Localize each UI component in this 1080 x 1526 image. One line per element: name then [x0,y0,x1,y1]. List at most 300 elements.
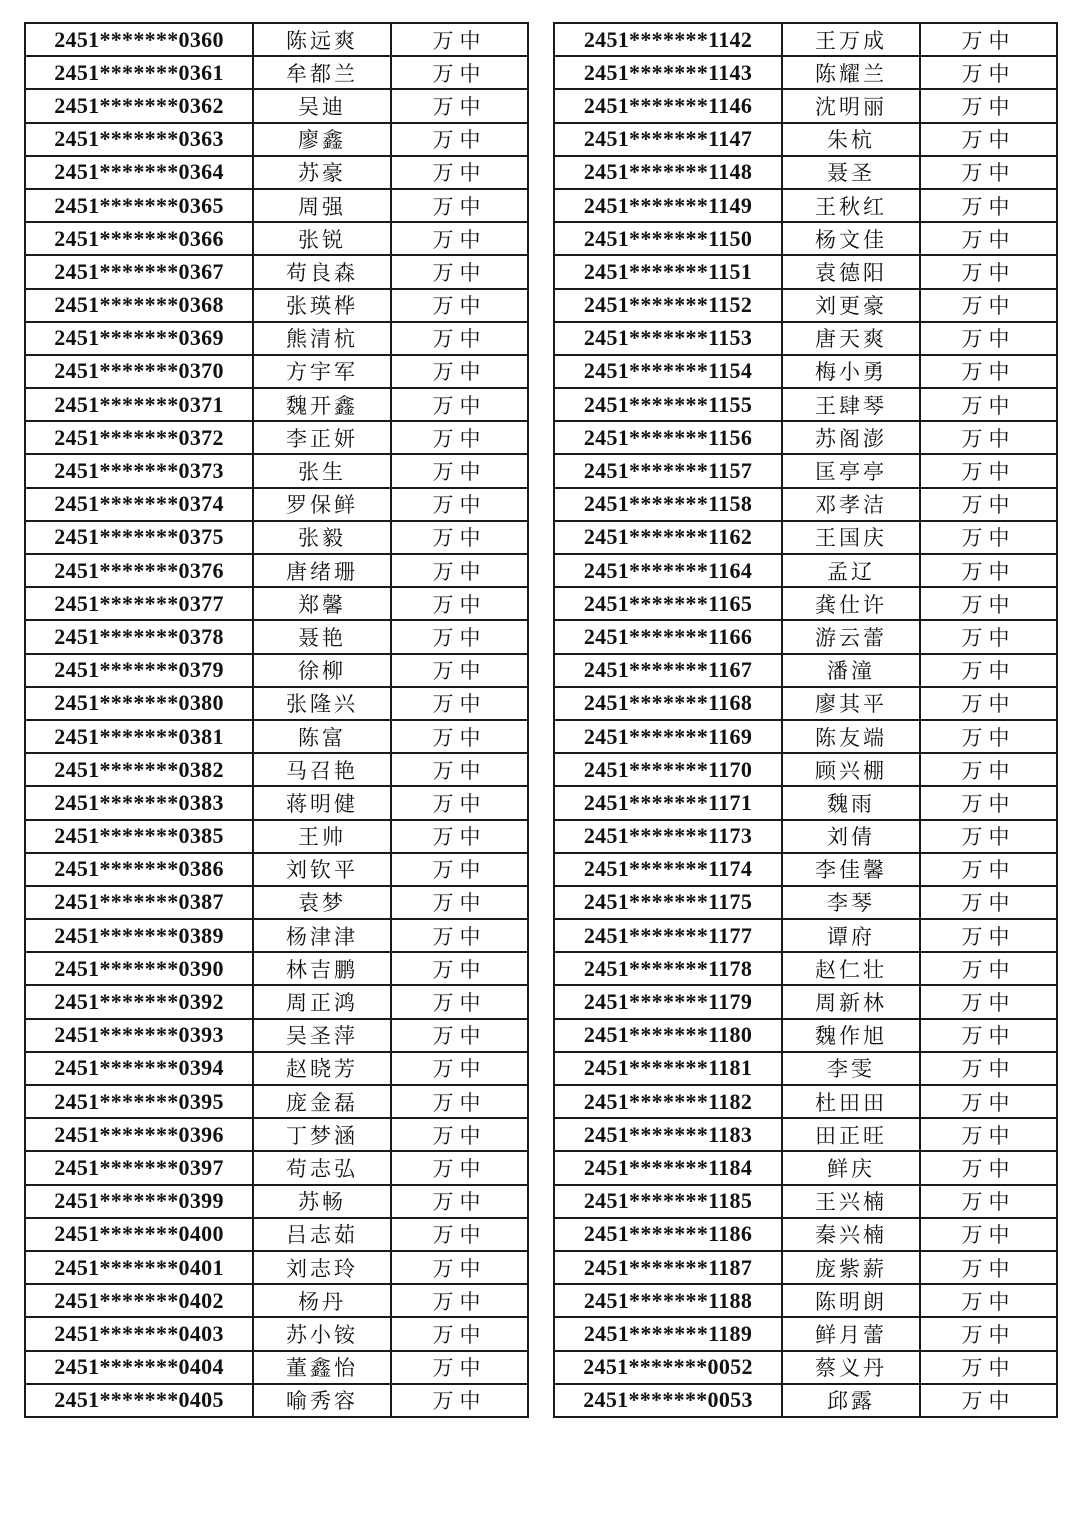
school-cell: 万中 [920,289,1057,322]
student-id-cell: 2451*******0394 [25,1052,253,1085]
student-id-cell: 2451*******0362 [25,89,253,122]
school-cell: 万中 [920,820,1057,853]
school-cell: 万中 [391,222,528,255]
school-cell: 万中 [920,222,1057,255]
table-row [25,1317,528,1350]
student-id-cell: 2451*******0368 [25,289,253,322]
table-row [25,56,528,89]
table-row [554,222,1057,255]
school-cell: 万中 [391,554,528,587]
student-name-cell: 唐绪珊 [253,554,391,587]
student-id-cell: 2451*******0381 [25,720,253,753]
student-id-cell: 2451*******1175 [554,886,782,919]
student-id-cell: 2451*******1178 [554,952,782,985]
school-cell: 万中 [391,753,528,786]
school-cell: 万中 [391,587,528,620]
school-cell: 万中 [391,720,528,753]
school-cell: 万中 [920,720,1057,753]
student-name-cell: 刘志玲 [253,1251,391,1284]
student-name-cell: 吴迪 [253,89,391,122]
table-row [554,322,1057,355]
school-cell: 万中 [920,1085,1057,1118]
student-name-cell: 廖鑫 [253,123,391,156]
student-id-cell: 2451*******1149 [554,189,782,222]
student-name-cell: 苏阁澎 [782,421,920,454]
student-name-cell: 董鑫怡 [253,1351,391,1384]
table-row [554,1351,1057,1384]
student-name-cell: 龚仕许 [782,587,920,620]
student-id-cell: 2451*******1188 [554,1284,782,1317]
student-id-cell: 2451*******0392 [25,985,253,1018]
student-id-cell: 2451*******1185 [554,1185,782,1218]
school-cell: 万中 [920,255,1057,288]
student-id-cell: 2451*******1182 [554,1085,782,1118]
school-cell: 万中 [920,1251,1057,1284]
table-row [25,1085,528,1118]
table-row [554,554,1057,587]
student-id-cell: 2451*******1187 [554,1251,782,1284]
student-id-cell: 2451*******0395 [25,1085,253,1118]
school-cell: 万中 [920,56,1057,89]
table-row [25,421,528,454]
student-id-cell: 2451*******1189 [554,1317,782,1350]
student-id-cell: 2451*******1165 [554,587,782,620]
school-cell: 万中 [920,454,1057,487]
student-name-cell: 吕志茹 [253,1218,391,1251]
student-id-cell: 2451*******0387 [25,886,253,919]
table-row [25,952,528,985]
student-id-cell: 2451*******0378 [25,620,253,653]
school-cell: 万中 [391,388,528,421]
student-name-cell: 苏豪 [253,156,391,189]
student-name-cell: 王秋红 [782,189,920,222]
school-cell: 万中 [391,23,528,56]
student-id-cell: 2451*******1148 [554,156,782,189]
student-id-cell: 2451*******0367 [25,255,253,288]
table-row [25,322,528,355]
table-row [554,786,1057,819]
student-id-cell: 2451*******1180 [554,1019,782,1052]
student-name-cell: 袁梦 [253,886,391,919]
student-name-cell: 邱露 [782,1384,920,1417]
table-row [554,1019,1057,1052]
student-name-cell: 袁德阳 [782,255,920,288]
student-id-cell: 2451*******1152 [554,289,782,322]
table-row [554,1384,1057,1417]
school-cell: 万中 [920,388,1057,421]
student-name-cell: 赵仁壮 [782,952,920,985]
table-row [25,123,528,156]
student-id-cell: 2451*******1174 [554,853,782,886]
student-id-cell: 2451*******1179 [554,985,782,1018]
school-cell: 万中 [920,1351,1057,1384]
table-row [25,820,528,853]
student-id-cell: 2451*******0400 [25,1218,253,1251]
school-cell: 万中 [920,886,1057,919]
school-cell: 万中 [391,1151,528,1184]
table-row [25,587,528,620]
student-id-cell: 2451*******1158 [554,488,782,521]
student-name-cell: 郑馨 [253,587,391,620]
school-cell: 万中 [920,1284,1057,1317]
student-name-cell: 张瑛桦 [253,289,391,322]
student-name-cell: 魏开鑫 [253,388,391,421]
table-row [25,919,528,952]
table-row [554,753,1057,786]
student-id-cell: 2451*******1153 [554,322,782,355]
left-table-body [25,23,528,1417]
student-name-cell: 潘潼 [782,654,920,687]
school-cell: 万中 [391,1218,528,1251]
student-id-cell: 2451*******1181 [554,1052,782,1085]
student-name-cell: 聂艳 [253,620,391,653]
student-name-cell: 杜田田 [782,1085,920,1118]
student-name-cell: 孟辽 [782,554,920,587]
student-name-cell: 陈远爽 [253,23,391,56]
school-cell: 万中 [391,488,528,521]
student-id-cell: 2451*******0389 [25,919,253,952]
student-id-cell: 2451*******1171 [554,786,782,819]
school-cell: 万中 [920,355,1057,388]
student-id-cell: 2451*******0373 [25,454,253,487]
school-cell: 万中 [391,156,528,189]
student-name-cell: 朱杭 [782,123,920,156]
student-id-cell: 2451*******1167 [554,654,782,687]
table-row [25,89,528,122]
school-cell: 万中 [391,1052,528,1085]
student-name-cell: 刘钦平 [253,853,391,886]
school-cell: 万中 [391,820,528,853]
table-row [25,1118,528,1151]
student-id-cell: 2451*******0403 [25,1317,253,1350]
table-row [554,89,1057,122]
student-id-cell: 2451*******0397 [25,1151,253,1184]
student-name-cell: 魏作旭 [782,1019,920,1052]
table-row [554,687,1057,720]
school-cell: 万中 [391,255,528,288]
student-id-cell: 2451*******1183 [554,1118,782,1151]
table-row [554,952,1057,985]
school-cell: 万中 [391,1317,528,1350]
student-id-cell: 2451*******1147 [554,123,782,156]
student-name-cell: 蔡义丹 [782,1351,920,1384]
table-row [25,620,528,653]
student-name-cell: 谭府 [782,919,920,952]
student-name-cell: 田正旺 [782,1118,920,1151]
school-cell: 万中 [920,587,1057,620]
table-row [554,1251,1057,1284]
school-cell: 万中 [391,1384,528,1417]
school-cell: 万中 [920,1019,1057,1052]
student-id-cell: 2451*******1146 [554,89,782,122]
table-row [25,156,528,189]
table-row [554,255,1057,288]
student-id-cell: 2451*******0364 [25,156,253,189]
school-cell: 万中 [391,454,528,487]
school-cell: 万中 [391,786,528,819]
student-id-cell: 2451*******1170 [554,753,782,786]
student-id-cell: 2451*******1177 [554,919,782,952]
student-id-cell: 2451*******0370 [25,355,253,388]
school-cell: 万中 [391,886,528,919]
left-table [24,22,529,1418]
school-cell: 万中 [920,919,1057,952]
school-cell: 万中 [920,189,1057,222]
table-row [554,421,1057,454]
student-name-cell: 蒋明健 [253,786,391,819]
student-id-cell: 2451*******1184 [554,1151,782,1184]
student-id-cell: 2451*******0375 [25,521,253,554]
student-id-cell: 2451*******0385 [25,820,253,853]
student-name-cell: 王国庆 [782,521,920,554]
student-name-cell: 鲜月蕾 [782,1317,920,1350]
student-name-cell: 陈富 [253,720,391,753]
school-cell: 万中 [391,355,528,388]
table-row [554,1317,1057,1350]
table-row [554,1118,1057,1151]
student-id-cell: 2451*******0369 [25,322,253,355]
student-name-cell: 邓孝洁 [782,488,920,521]
student-name-cell: 张生 [253,454,391,487]
table-row [25,1218,528,1251]
school-cell: 万中 [920,1317,1057,1350]
school-cell: 万中 [920,687,1057,720]
school-cell: 万中 [920,1185,1057,1218]
student-name-cell: 陈耀兰 [782,56,920,89]
student-id-cell: 2451*******1154 [554,355,782,388]
student-id-cell: 2451*******1143 [554,56,782,89]
student-id-cell: 2451*******0405 [25,1384,253,1417]
student-name-cell: 苟良森 [253,255,391,288]
school-cell: 万中 [391,189,528,222]
student-name-cell: 秦兴楠 [782,1218,920,1251]
student-id-cell: 2451*******0374 [25,488,253,521]
student-id-cell: 2451*******1173 [554,820,782,853]
school-cell: 万中 [391,654,528,687]
student-id-cell: 2451*******1169 [554,720,782,753]
student-name-cell: 牟都兰 [253,56,391,89]
school-cell: 万中 [920,1384,1057,1417]
student-id-cell: 2451*******0371 [25,388,253,421]
school-cell: 万中 [391,421,528,454]
student-name-cell: 吴圣萍 [253,1019,391,1052]
student-id-cell: 2451*******1166 [554,620,782,653]
student-name-cell: 杨丹 [253,1284,391,1317]
student-name-cell: 李琴 [782,886,920,919]
student-id-cell: 2451*******0386 [25,853,253,886]
student-id-cell: 2451*******0365 [25,189,253,222]
school-cell: 万中 [920,521,1057,554]
student-id-cell: 2451*******0360 [25,23,253,56]
table-row [25,1019,528,1052]
school-cell: 万中 [920,322,1057,355]
table-row [554,886,1057,919]
table-row [25,1185,528,1218]
table-row [25,222,528,255]
table-row [25,23,528,56]
table-row [25,289,528,322]
school-cell: 万中 [920,786,1057,819]
student-name-cell: 李佳馨 [782,853,920,886]
table-row [25,687,528,720]
table-row [554,620,1057,653]
student-name-cell: 庞紫薪 [782,1251,920,1284]
table-row [554,355,1057,388]
table-row [25,853,528,886]
student-name-cell: 苏畅 [253,1185,391,1218]
student-name-cell: 罗保鲜 [253,488,391,521]
school-cell: 万中 [391,521,528,554]
table-row [25,720,528,753]
school-cell: 万中 [391,1251,528,1284]
student-name-cell: 刘倩 [782,820,920,853]
table-row [25,521,528,554]
student-id-cell: 2451*******1186 [554,1218,782,1251]
school-cell: 万中 [920,488,1057,521]
table-row [25,985,528,1018]
student-id-cell: 2451*******1168 [554,687,782,720]
right-table-body [554,23,1057,1417]
student-name-cell: 聂圣 [782,156,920,189]
table-row [554,1085,1057,1118]
table-row [554,388,1057,421]
student-name-cell: 刘更豪 [782,289,920,322]
table-row [25,255,528,288]
school-cell: 万中 [920,156,1057,189]
table-row [25,189,528,222]
table-row [554,853,1057,886]
student-id-cell: 2451*******1142 [554,23,782,56]
table-row [25,1384,528,1417]
student-name-cell: 杨文佳 [782,222,920,255]
student-name-cell: 方宇军 [253,355,391,388]
student-name-cell: 马召艳 [253,753,391,786]
student-name-cell: 周强 [253,189,391,222]
table-row [554,1151,1057,1184]
student-name-cell: 陈友端 [782,720,920,753]
school-cell: 万中 [920,1052,1057,1085]
student-name-cell: 庞金磊 [253,1085,391,1118]
student-id-cell: 2451*******0390 [25,952,253,985]
student-id-cell: 2451*******0053 [554,1384,782,1417]
school-cell: 万中 [391,985,528,1018]
table-row [25,1151,528,1184]
student-name-cell: 鲜庆 [782,1151,920,1184]
student-name-cell: 熊清杭 [253,322,391,355]
student-name-cell: 周新林 [782,985,920,1018]
school-cell: 万中 [391,289,528,322]
table-row [25,1351,528,1384]
student-name-cell: 顾兴棚 [782,753,920,786]
student-id-cell: 2451*******0404 [25,1351,253,1384]
table-row [25,1284,528,1317]
student-name-cell: 魏雨 [782,786,920,819]
student-name-cell: 唐天爽 [782,322,920,355]
student-name-cell: 杨津津 [253,919,391,952]
student-name-cell: 赵晓芳 [253,1052,391,1085]
student-name-cell: 徐柳 [253,654,391,687]
school-cell: 万中 [920,23,1057,56]
student-name-cell: 张锐 [253,222,391,255]
student-name-cell: 王肆琴 [782,388,920,421]
school-cell: 万中 [391,322,528,355]
table-row [554,820,1057,853]
student-name-cell: 李雯 [782,1052,920,1085]
table-row [25,886,528,919]
school-cell: 万中 [920,421,1057,454]
table-row [25,1052,528,1085]
student-name-cell: 游云蕾 [782,620,920,653]
table-row [25,355,528,388]
school-cell: 万中 [391,687,528,720]
student-name-cell: 张隆兴 [253,687,391,720]
school-cell: 万中 [920,1151,1057,1184]
student-name-cell: 丁梦涵 [253,1118,391,1151]
student-name-cell: 李正妍 [253,421,391,454]
school-cell: 万中 [920,1218,1057,1251]
table-row [554,123,1057,156]
school-cell: 万中 [920,952,1057,985]
school-cell: 万中 [391,89,528,122]
table-row [554,189,1057,222]
table-row [25,786,528,819]
student-id-cell: 2451*******0380 [25,687,253,720]
school-cell: 万中 [920,1118,1057,1151]
student-name-cell: 陈明朗 [782,1284,920,1317]
student-id-cell: 2451*******1155 [554,388,782,421]
school-cell: 万中 [391,1118,528,1151]
student-id-cell: 2451*******0382 [25,753,253,786]
school-cell: 万中 [391,56,528,89]
student-id-cell: 2451*******0396 [25,1118,253,1151]
table-row [554,289,1057,322]
table-row [25,488,528,521]
school-cell: 万中 [391,123,528,156]
school-cell: 万中 [920,620,1057,653]
student-id-cell: 2451*******1151 [554,255,782,288]
school-cell: 万中 [920,654,1057,687]
table-row [554,488,1057,521]
school-cell: 万中 [391,952,528,985]
student-id-cell: 2451*******0361 [25,56,253,89]
table-row [25,753,528,786]
student-id-cell: 2451*******1150 [554,222,782,255]
school-cell: 万中 [920,554,1057,587]
student-id-cell: 2451*******1162 [554,521,782,554]
student-id-cell: 2451*******0376 [25,554,253,587]
school-cell: 万中 [391,853,528,886]
student-name-cell: 张毅 [253,521,391,554]
school-cell: 万中 [920,123,1057,156]
table-row [554,454,1057,487]
table-row [554,985,1057,1018]
table-row [554,587,1057,620]
school-cell: 万中 [920,853,1057,886]
student-name-cell: 王兴楠 [782,1185,920,1218]
table-row [554,1185,1057,1218]
student-name-cell: 王万成 [782,23,920,56]
student-id-cell: 2451*******0401 [25,1251,253,1284]
table-row [554,1284,1057,1317]
student-id-cell: 2451*******0052 [554,1351,782,1384]
school-cell: 万中 [391,1085,528,1118]
school-cell: 万中 [391,1019,528,1052]
table-row [554,1052,1057,1085]
student-id-cell: 2451*******0402 [25,1284,253,1317]
student-name-cell: 喻秀容 [253,1384,391,1417]
student-name-cell: 梅小勇 [782,355,920,388]
table-row [554,521,1057,554]
